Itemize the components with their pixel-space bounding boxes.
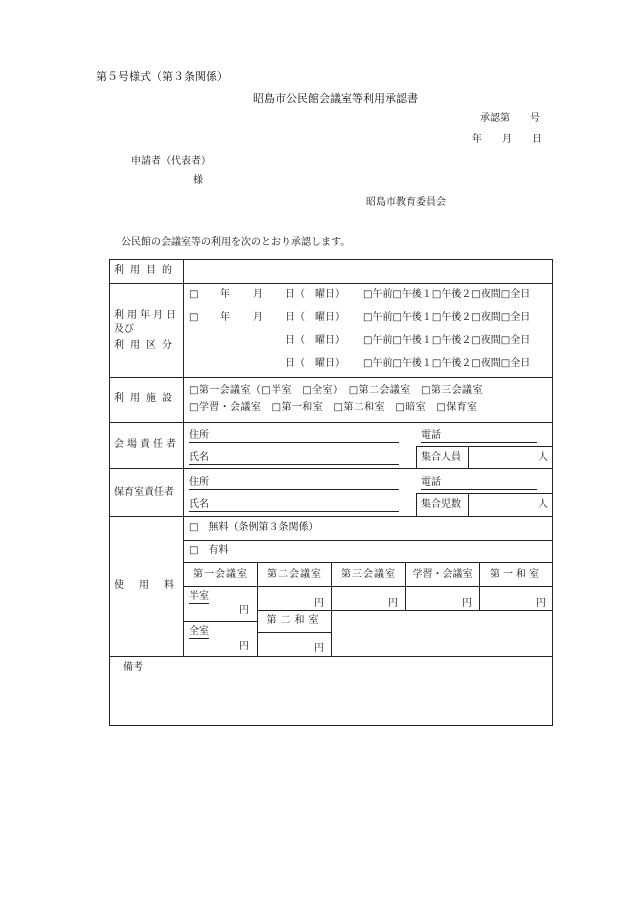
full-room-yen: 円 [239,641,249,652]
full-room-label: 全室 [189,626,209,637]
issuer: 昭島市教育委員会 [366,197,446,208]
venue-phone-field[interactable] [421,442,537,443]
fee-header-room2: 第二会議室 [267,569,322,580]
fee-label: 使用料 [114,580,189,591]
time-slot-options[interactable]: □午前□午後１□午後２□夜間□全日 [363,335,531,346]
purpose-label: 利用目的 [114,265,178,276]
facility-label: 利用施設 [114,393,178,404]
childcare-address-label: 住所 [189,477,209,488]
time-slot-options[interactable]: □午前□午後１□午後２□夜間□全日 [363,289,531,300]
document-title: 昭島市公民館会議室等利用承認書 [253,92,418,105]
childcare-phone-label: 電話 [421,477,441,488]
datetime-label-1: 利用年月日 [114,310,179,321]
date-checkbox[interactable]: □ [189,289,199,300]
form-number: 第５号様式（第３条関係） [96,70,228,83]
fee-header-room3: 第三会議室 [341,569,396,580]
venue-address-label: 住所 [189,430,209,441]
facility-options-line2[interactable]: □学習・会議室 □第一和室 □第二和室 □暗室 □保育室 [189,402,478,413]
children-label: 集合児数 [421,499,461,510]
approval-number: 承認第 号 [480,113,540,124]
childcare-name-label: 氏名 [189,499,209,510]
applicant-label: 申請者（代表者） [131,156,211,167]
childcare-name-field[interactable] [189,511,399,512]
attendees-unit: 人 [538,452,548,463]
datetime-label-2: 及び [114,324,134,335]
datetime-label-3: 利用区分 [114,340,178,351]
fee-header-room1: 第一会議室 [193,569,248,580]
venue-name-field[interactable] [189,464,399,465]
date-checkbox[interactable]: □ [189,312,199,323]
full-room-underline [189,638,209,639]
childcare-phone-field[interactable] [421,489,537,490]
fee-header-washitsu1: 第一和室 [490,569,542,580]
half-room-underline [189,603,209,604]
fee-header-washitsu2: 第二和室 [266,615,323,626]
intro-text: 公民館の会議室等の利用を次のとおり承認します。 [121,237,351,248]
washitsu1-yen: 円 [536,598,546,609]
paid-option[interactable]: □ 有料 [189,545,229,556]
remarks-label: 備考 [123,662,143,673]
children-unit: 人 [538,499,548,510]
room2-yen: 円 [314,598,324,609]
venue-manager-label: 会場責任者 [114,439,179,450]
venue-address-field[interactable] [189,442,399,443]
issue-date: 年 月 日 [472,134,542,145]
half-room-yen: 円 [239,605,249,616]
fee-header-study-room: 学習・会議室 [412,569,473,580]
free-option[interactable]: □ 無料（条例第３条関係） [189,522,319,533]
time-slot-options[interactable]: □午前□午後１□午後２□夜間□全日 [363,312,531,323]
childcare-manager-label: 保育室責任者 [114,487,174,498]
honorific: 様 [193,175,203,186]
time-slot-options[interactable]: □午前□午後１□午後２□夜間□全日 [363,358,531,369]
room3-yen: 円 [388,598,398,609]
attendees-label: 集合人員 [421,452,461,463]
venue-name-label: 氏名 [189,452,209,463]
facility-options-line1[interactable]: □第一会議室（□半室 □全室） □第二会議室 □第三会議室 [189,385,483,396]
venue-phone-label: 電話 [421,430,441,441]
half-room-label: 半室 [189,591,209,602]
washitsu2-yen: 円 [314,643,324,654]
childcare-address-field[interactable] [189,489,399,490]
study-room-yen: 円 [462,598,472,609]
